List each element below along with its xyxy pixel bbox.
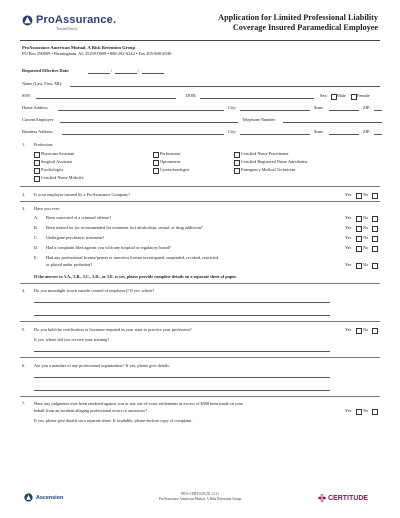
q5-sub-text: If yes, where did you receive your training? [34, 337, 110, 342]
no-label: No [363, 192, 369, 197]
logo-tagline: Treated Fairly [56, 27, 78, 31]
q6-text: Are you a member of any professional organization? If yes, please give details: [34, 363, 171, 368]
q1-text: Profession: [34, 142, 54, 147]
yes-label: Yes [345, 215, 352, 220]
business-zip-field[interactable] [374, 134, 382, 135]
telephone-label: Telephone Number: [242, 117, 277, 122]
profession-checkbox[interactable] [34, 152, 40, 158]
q7-yes-checkbox[interactable] [356, 409, 362, 415]
form-title-line1: Application for Limited Professional Liability [218, 13, 378, 22]
q3d-letter: D. [34, 245, 39, 250]
no-label: No [363, 235, 369, 240]
q7-number: 7. [22, 401, 26, 406]
ascension-mark-icon [24, 493, 33, 502]
no-label: No [363, 225, 369, 230]
form-title-line2: Coverage Insured Paramedical Employee [232, 23, 378, 32]
q4-answer-line[interactable] [34, 315, 330, 316]
no-label: No [363, 327, 369, 332]
q3e-text-cont: or placed under probation? [46, 262, 93, 267]
q3-text: Have you ever: [34, 206, 61, 211]
q3b-text: Been treated for (or recommended for treatment for) alcoholism, sexual, or drug addiction? [46, 225, 203, 230]
profession-checkbox[interactable] [234, 152, 240, 158]
section-divider [20, 396, 380, 397]
form-number: PRA-CERT-020 (05.12.1) [181, 492, 219, 496]
yes-label: Yes [345, 192, 352, 197]
effective-month-field[interactable] [88, 73, 110, 74]
q2-no-checkbox[interactable] [372, 193, 378, 199]
ssn-label: SSN: [22, 93, 32, 98]
effective-year-field[interactable] [142, 73, 164, 74]
q3d-no-checkbox[interactable] [372, 246, 378, 252]
profession-option: Perfusionist [160, 151, 181, 156]
header-divider [20, 40, 380, 41]
q3a-text: Been convicted of a criminal offense? [46, 215, 112, 220]
q5-number: 5. [22, 327, 26, 332]
home-city-label: City: [228, 105, 237, 110]
q3c-no-checkbox[interactable] [372, 236, 378, 242]
profession-checkbox[interactable] [234, 160, 240, 166]
q3-number: 3. [22, 206, 26, 211]
yes-label: Yes [345, 262, 352, 267]
section-divider [20, 357, 380, 358]
profession-checkbox[interactable] [153, 160, 159, 166]
business-state-field[interactable] [329, 134, 359, 135]
q7-no-checkbox[interactable] [372, 409, 378, 415]
profession-checkbox[interactable] [34, 168, 40, 174]
sex-label: Sex: [320, 93, 328, 98]
company-info [22, 45, 171, 56]
q3c-letter: C. [34, 235, 38, 240]
profession-option: Physician Assistant [41, 151, 75, 156]
q3e-letter: E. [34, 255, 38, 260]
name-label: Name (Last, First, MI): [22, 81, 63, 86]
profession-checkbox[interactable] [34, 160, 40, 166]
q3a-yes-checkbox[interactable] [356, 216, 362, 222]
business-city-field[interactable] [240, 134, 310, 135]
profession-option: Optometrist [160, 159, 181, 164]
certitude-mark-icon [318, 494, 326, 502]
q7-text-line3: If yes, please give details on a separate sheet. If available, please enclose copy of complaint. [34, 418, 193, 423]
q5-answer-line[interactable] [34, 351, 330, 352]
home-zip-label: ZIP: [363, 105, 371, 110]
dob-label: DOB: [186, 93, 197, 98]
proassurance-mark-icon [22, 15, 33, 26]
q2-text: Is your employer insured by a ProAssurance Company? [34, 192, 131, 197]
home-address-field[interactable] [58, 110, 224, 111]
telephone-field[interactable] [283, 122, 382, 123]
q6-number: 6. [22, 363, 26, 368]
certitude-logo [318, 494, 368, 502]
q3a-no-checkbox[interactable] [372, 216, 378, 222]
employer-label: Current Employer: [22, 117, 55, 122]
q4-answer-line[interactable] [34, 302, 330, 303]
q7-text-line1: Have any judgments ever been rendered against you or any out-of-court settlements in excess of $500 been made on your [34, 401, 243, 406]
q6-answer-line[interactable] [34, 377, 330, 378]
q3e-no-checkbox[interactable] [372, 263, 378, 269]
q7-text-line2: behalf from an incident alleging professional errors or omissions? [34, 408, 148, 413]
business-zip-label: ZIP: [363, 129, 371, 134]
profession-checkbox[interactable] [234, 168, 240, 174]
date-slash-2: / [138, 68, 140, 73]
employer-field[interactable] [60, 122, 238, 123]
no-label: No [363, 262, 369, 267]
q2-number: 2. [22, 192, 26, 197]
q3b-no-checkbox[interactable] [372, 226, 378, 232]
profession-option: Surgical Assistant [41, 159, 72, 164]
profession-option: Cytotechnologist [160, 167, 190, 172]
profession-option: Certified Nurse Midwife [41, 175, 84, 180]
business-address-field[interactable] [62, 134, 224, 135]
footer-company: ProAssurance American Mutual, A Risk Retention Group [158, 496, 242, 501]
yes-label: Yes [345, 408, 352, 413]
q3d-text: Had a complaint filed against you with any hospital or regulatory board? [46, 245, 171, 250]
no-label: No [363, 408, 369, 413]
yes-label: Yes [345, 327, 352, 332]
name-field[interactable] [70, 86, 380, 87]
home-state-label: State: [314, 105, 324, 110]
no-label: No [363, 245, 369, 250]
q3b-letter: B. [34, 225, 38, 230]
sex-male-label: Male [337, 93, 346, 98]
q3e-yes-checkbox[interactable] [356, 263, 362, 269]
effective-date-label: Requested Effective Date: [22, 68, 70, 73]
business-state-label: State: [314, 129, 324, 134]
ascension-logo-text: Ascension [36, 494, 64, 501]
section-divider [20, 321, 380, 322]
q3d-yes-checkbox[interactable] [356, 246, 362, 252]
q5-yes-checkbox[interactable] [356, 328, 362, 334]
q3e-text: Had any professional license/permit or narcotics license investigated, suspended, revoked, restricted, [46, 255, 220, 260]
certitude-logo-text: CERTITUDE [328, 494, 369, 502]
profession-option: Certified Registered Nurse Anesthetist [241, 159, 308, 164]
effective-day-field[interactable] [115, 73, 137, 74]
q3c-yes-checkbox[interactable] [356, 236, 362, 242]
business-city-label: City: [228, 129, 237, 134]
profession-option: Psychologist [41, 167, 63, 172]
yes-label: Yes [345, 225, 352, 230]
logo-name: ProAssurance. [36, 14, 117, 26]
q5-no-checkbox[interactable] [372, 328, 378, 334]
profession-option: Certified Nurse Practitioner [241, 151, 289, 156]
yes-label: Yes [345, 245, 352, 250]
date-slash-1: / [111, 68, 113, 73]
sex-female-label: Female [357, 93, 370, 98]
company-name: ProAssurance American Mutual, A Risk Retention Group [22, 45, 136, 50]
home-address-label: Home Address: [22, 105, 49, 110]
profession-checkbox[interactable] [34, 176, 40, 182]
q4-text: Do you moonlight (work outside control of employer)? If yes, where? [34, 288, 155, 293]
proassurance-logo [22, 14, 116, 31]
section-divider [20, 283, 380, 284]
profession-checkbox[interactable] [153, 168, 159, 174]
q1-number: 1. [22, 142, 26, 147]
company-address: PO Box 590009 • Birmingham, AL 35259-0009 • 800-282-6242 • Fax 205-868-4040 [22, 50, 172, 56]
no-label: No [363, 215, 369, 220]
profession-option: Emergency Medical Technician [241, 167, 296, 172]
q3a-letter: A. [34, 215, 39, 220]
home-zip-field[interactable] [374, 110, 382, 111]
section-divider [20, 186, 380, 187]
form-title [218, 13, 378, 33]
ascension-logo [24, 493, 63, 502]
q3c-text: Undergone psychiatric treatment? [46, 235, 105, 240]
home-state-field[interactable] [329, 110, 359, 111]
ssn-field[interactable] [36, 98, 176, 99]
yes-label: Yes [345, 235, 352, 240]
q5-text: Do you hold the certification or licensure required in your state to practice your profession? [34, 327, 192, 332]
q6-answer-line[interactable] [34, 390, 330, 391]
q4-number: 4. [22, 288, 26, 293]
q3b-yes-checkbox[interactable] [356, 226, 362, 232]
dob-field[interactable] [200, 98, 314, 99]
q3-note: If the answer to 3.A., 3.B., 3.C., 3.D., or 3.E. is yes, please provide complete details on a separate sheet of paper. [34, 274, 237, 279]
profession-checkbox[interactable] [153, 152, 159, 158]
home-city-field[interactable] [240, 110, 310, 111]
q2-yes-checkbox[interactable] [356, 193, 362, 199]
section-divider [20, 201, 380, 202]
business-address-label: Business Address: [22, 129, 54, 134]
